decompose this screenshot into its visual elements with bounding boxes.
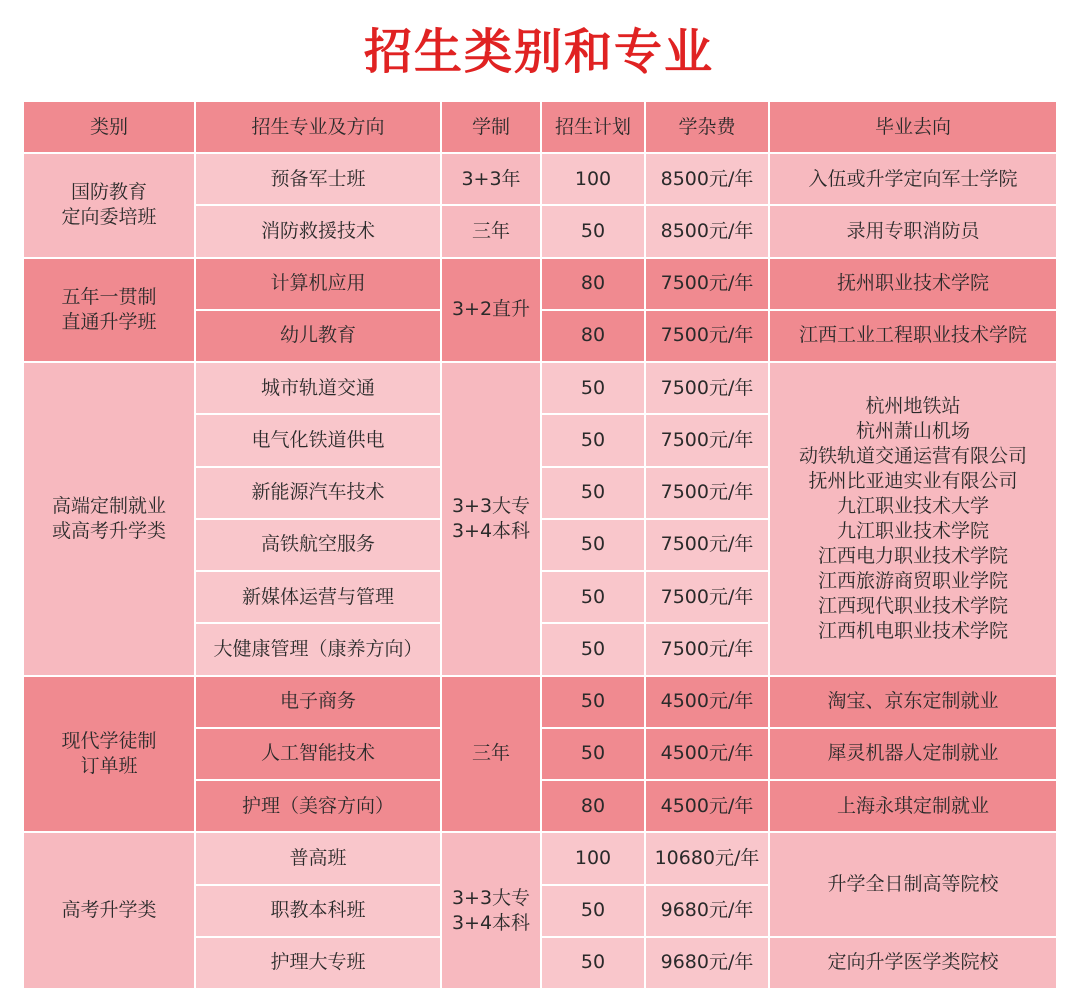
- fee-cell: 7500元/年: [645, 362, 769, 414]
- table-row: [23, 362, 1057, 414]
- category-line: 现代学徒制: [61, 729, 157, 752]
- page-title: 招生类别和专业: [363, 24, 714, 80]
- fee-cell: 7500元/年: [645, 414, 769, 466]
- destination-list-cell: [769, 362, 1057, 676]
- fee-cell: 7500元/年: [645, 310, 769, 362]
- plan-cell: 50: [541, 467, 645, 519]
- table-row: [23, 258, 1057, 310]
- category-line: 定向委培班: [61, 206, 157, 229]
- plan-cell: 50: [541, 414, 645, 466]
- header-destination: 毕业去向: [769, 101, 1057, 153]
- system-cell: 3+2直升: [441, 258, 541, 363]
- destination-cell: 淘宝、京东定制就业: [769, 676, 1057, 728]
- destination-cell: 定向升学医学类院校: [769, 937, 1057, 989]
- system-cell: 三年: [441, 205, 541, 257]
- plan-cell: 80: [541, 258, 645, 310]
- major-cell: 电气化铁道供电: [195, 414, 441, 466]
- plan-cell: 50: [541, 937, 645, 989]
- fee-cell: 9680元/年: [645, 937, 769, 989]
- plan-cell: 50: [541, 623, 645, 675]
- header-plan: 招生计划: [541, 101, 645, 153]
- destination-line: 九江职业技术学院: [836, 519, 989, 542]
- category-line: 高端定制就业: [51, 494, 166, 517]
- fee-cell: 10680元/年: [645, 832, 769, 884]
- destination-line: 动铁轨道交通运营有限公司: [798, 444, 1027, 467]
- fee-cell: 9680元/年: [645, 885, 769, 937]
- fee-cell: 7500元/年: [645, 467, 769, 519]
- category-cell: [23, 258, 195, 363]
- major-cell: 城市轨道交通: [195, 362, 441, 414]
- plan-cell: 80: [541, 310, 645, 362]
- system-cell: 三年: [441, 676, 541, 833]
- header-fee: 学杂费: [645, 101, 769, 153]
- category-line: 订单班: [80, 754, 138, 777]
- fee-cell: 7500元/年: [645, 571, 769, 623]
- system-cell: 3+3年: [441, 153, 541, 205]
- destination-line: 江西机电职业技术学院: [817, 619, 1008, 642]
- plan-cell: 50: [541, 362, 645, 414]
- category-line: 国防教育: [70, 181, 147, 204]
- destination-line: 九江职业技术大学: [836, 494, 989, 517]
- plan-cell: 50: [541, 205, 645, 257]
- major-cell: 高铁航空服务: [195, 519, 441, 571]
- major-cell: 预备军士班: [195, 153, 441, 205]
- major-cell: 计算机应用: [195, 258, 441, 310]
- category-cell: 高考升学类: [23, 832, 195, 989]
- destination-cell: 入伍或升学定向军士学院: [769, 153, 1057, 205]
- fee-cell: 4500元/年: [645, 780, 769, 832]
- destination-cell: 升学全日制高等院校: [769, 832, 1057, 937]
- category-cell: [23, 362, 195, 676]
- plan-cell: 50: [541, 571, 645, 623]
- major-cell: 新能源汽车技术: [195, 467, 441, 519]
- system-line: 3+4本科: [451, 911, 531, 934]
- category-line: 直通升学班: [61, 310, 157, 333]
- fee-cell: 7500元/年: [645, 519, 769, 571]
- major-cell: 人工智能技术: [195, 728, 441, 780]
- major-cell: 护理（美容方向）: [195, 780, 441, 832]
- fee-cell: 8500元/年: [645, 205, 769, 257]
- destination-line: 江西旅游商贸职业学院: [817, 569, 1008, 592]
- category-cell: [23, 676, 195, 833]
- destination-cell: 犀灵机器人定制就业: [769, 728, 1057, 780]
- table-row: [23, 676, 1057, 728]
- destination-line: 杭州地铁站: [865, 394, 961, 417]
- major-cell: 电子商务: [195, 676, 441, 728]
- plan-cell: 100: [541, 153, 645, 205]
- destination-cell: 上海永琪定制就业: [769, 780, 1057, 832]
- destination-line: 江西电力职业技术学院: [817, 544, 1008, 567]
- header-category: 类别: [23, 101, 195, 153]
- plan-cell: 50: [541, 885, 645, 937]
- fee-cell: 4500元/年: [645, 676, 769, 728]
- major-cell: 普高班: [195, 832, 441, 884]
- destination-cell: 江西工业工程职业技术学院: [769, 310, 1057, 362]
- plan-cell: 50: [541, 676, 645, 728]
- plan-cell: 100: [541, 832, 645, 884]
- category-cell: [23, 153, 195, 258]
- destination-line: 江西现代职业技术学院: [817, 594, 1008, 617]
- table-row: [23, 153, 1057, 205]
- destination-cell: 抚州职业技术学院: [769, 258, 1057, 310]
- major-cell: 消防救援技术: [195, 205, 441, 257]
- system-line: 3+4本科: [451, 519, 531, 542]
- plan-cell: 50: [541, 519, 645, 571]
- major-cell: 幼儿教育: [195, 310, 441, 362]
- enrollment-table: [22, 100, 1058, 990]
- table-row: [23, 832, 1057, 884]
- header-major: 招生专业及方向: [195, 101, 441, 153]
- header-row: [23, 101, 1057, 153]
- major-cell: 大健康管理（康养方向）: [195, 623, 441, 675]
- plan-cell: 50: [541, 728, 645, 780]
- major-cell: 新媒体运营与管理: [195, 571, 441, 623]
- header-system: 学制: [441, 101, 541, 153]
- fee-cell: 8500元/年: [645, 153, 769, 205]
- fee-cell: 7500元/年: [645, 623, 769, 675]
- system-cell: [441, 832, 541, 989]
- destination-cell: 录用专职消防员: [769, 205, 1057, 257]
- plan-cell: 80: [541, 780, 645, 832]
- destination-line: 杭州萧山机场: [855, 419, 970, 442]
- major-cell: 职教本科班: [195, 885, 441, 937]
- system-line: 3+3大专: [451, 886, 531, 909]
- system-line: 3+3大专: [451, 494, 531, 517]
- category-line: 或高考升学类: [51, 519, 166, 542]
- fee-cell: 7500元/年: [645, 258, 769, 310]
- system-cell: [441, 362, 541, 676]
- major-cell: 护理大专班: [195, 937, 441, 989]
- destination-line: 抚州比亚迪实业有限公司: [808, 469, 1018, 492]
- category-line: 五年一贯制: [61, 285, 157, 308]
- fee-cell: 4500元/年: [645, 728, 769, 780]
